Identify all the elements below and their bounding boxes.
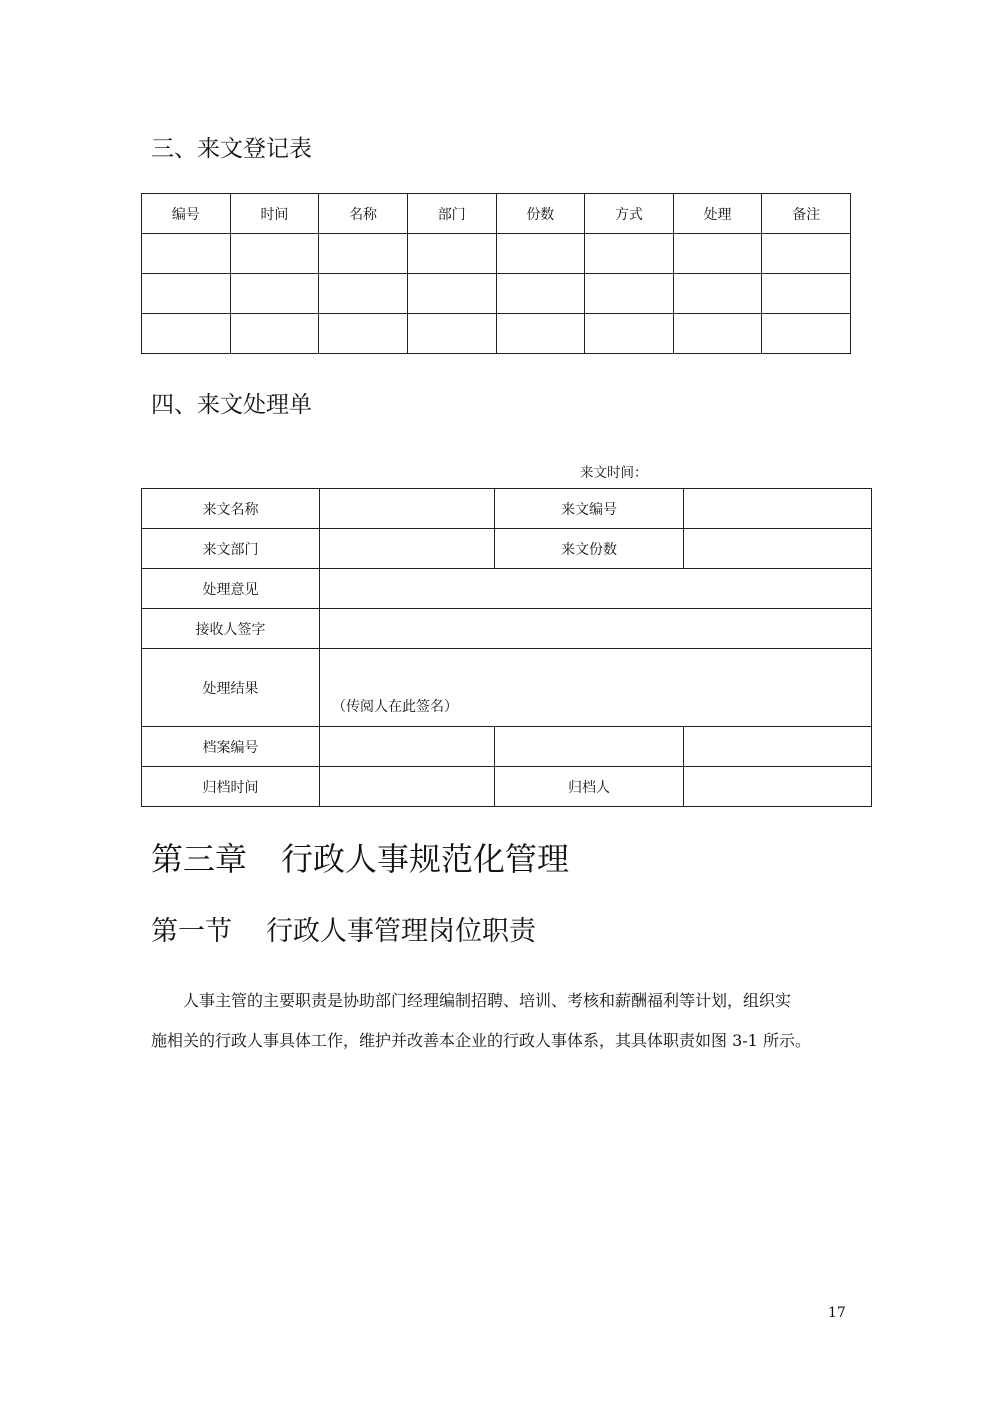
recipient-signature-value: [320, 609, 872, 649]
header-cell-remarks: 备注: [762, 194, 851, 234]
chapter-title: 行政人事规范化管理: [281, 840, 570, 878]
empty-cell: [496, 314, 585, 354]
incoming-number-value: [684, 489, 872, 529]
header-cell-handling: 处理: [673, 194, 762, 234]
table-row: [142, 767, 872, 807]
table-row: [142, 529, 872, 569]
section-number: 第一节: [151, 916, 232, 947]
archiver-label: 归档人: [495, 767, 684, 807]
table-row: [142, 489, 872, 529]
empty-cell: [762, 314, 851, 354]
empty-cell: [496, 234, 585, 274]
opinion-value: [320, 569, 872, 609]
registry-table: [141, 193, 851, 354]
empty-cell: [142, 314, 231, 354]
incoming-number-label: 来文编号: [495, 489, 684, 529]
processing-table: [141, 488, 872, 807]
empty-cell: [319, 314, 408, 354]
empty-cell: [762, 234, 851, 274]
empty-cell: [673, 314, 762, 354]
empty-cell: [407, 314, 496, 354]
empty-cell: [320, 727, 495, 767]
incoming-department-value: [320, 529, 495, 569]
page-number: 17: [828, 1305, 846, 1321]
incoming-copies-label: 来文份数: [495, 529, 684, 569]
archive-number-label: 档案编号: [142, 727, 320, 767]
empty-cell: [762, 274, 851, 314]
incoming-name-value: [320, 489, 495, 529]
archive-time-label: 归档时间: [142, 767, 320, 807]
incoming-name-label: 来文名称: [142, 489, 320, 529]
table-row: [142, 234, 851, 274]
table-row: [142, 609, 872, 649]
table-row: [142, 569, 872, 609]
empty-cell: [230, 314, 319, 354]
empty-cell: [684, 727, 872, 767]
table-header-row: [142, 194, 851, 234]
table-row: [142, 274, 851, 314]
empty-cell: [142, 234, 231, 274]
recipient-signature-label: 接收人签字: [142, 609, 320, 649]
body-paragraph: [151, 981, 851, 1061]
header-cell-copies: 份数: [496, 194, 585, 234]
paragraph-line-2: 施相关的行政人事具体工作，维护并改善本企业的行政人事体系，其具体职责如图 3-1 所示。: [151, 1031, 811, 1050]
empty-cell: [407, 274, 496, 314]
empty-cell: [585, 234, 674, 274]
table-row: [142, 314, 851, 354]
section-heading: [151, 909, 536, 948]
empty-cell: [407, 234, 496, 274]
header-cell-time: 时间: [230, 194, 319, 234]
incoming-time-label: 来文时间：: [580, 465, 648, 481]
paragraph-line-1: 人事主管的主要职责是协助部门经理编制招聘、培训、考核和薪酬福利等计划，组织实: [183, 991, 792, 1010]
header-cell-method: 方式: [585, 194, 674, 234]
result-label: 处理结果: [142, 649, 320, 727]
empty-cell: [230, 274, 319, 314]
table-row: [142, 649, 872, 727]
opinion-label: 处理意见: [142, 569, 320, 609]
header-cell-department: 部门: [407, 194, 496, 234]
empty-cell: [585, 314, 674, 354]
section-title: 行政人事管理岗位职责: [266, 916, 536, 947]
empty-cell: [319, 274, 408, 314]
empty-cell: [673, 234, 762, 274]
chapter-heading: [151, 834, 569, 880]
header-cell-name: 名称: [319, 194, 408, 234]
processing-section-title: 四、来文处理单: [151, 392, 312, 418]
incoming-department-label: 来文部门: [142, 529, 320, 569]
chapter-number: 第三章: [151, 840, 248, 878]
incoming-copies-value: [684, 529, 872, 569]
empty-cell: [319, 234, 408, 274]
empty-cell: [496, 274, 585, 314]
empty-cell: [142, 274, 231, 314]
empty-cell: [585, 274, 674, 314]
archiver-value: [684, 767, 872, 807]
table-row: [142, 727, 872, 767]
header-cell-number: 编号: [142, 194, 231, 234]
empty-cell: [495, 727, 684, 767]
registry-section-title: 三、来文登记表: [151, 136, 312, 162]
empty-cell: [230, 234, 319, 274]
result-note: （传阅人在此签名）: [320, 649, 872, 727]
archive-time-value: [320, 767, 495, 807]
empty-cell: [673, 274, 762, 314]
